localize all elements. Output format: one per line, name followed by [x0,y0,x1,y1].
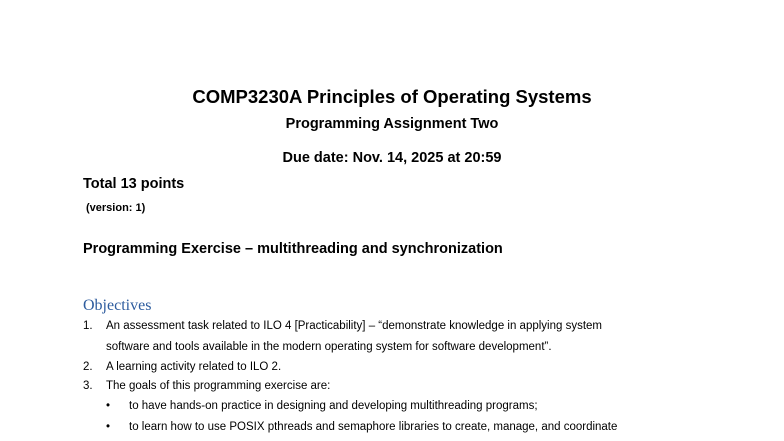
bullet-item: to learn how to use POSIX pthreads and semaphore libraries to create, manage, and coordinate [129,421,618,433]
section-title: Programming Exercise – multithreading and synchronization [83,241,503,257]
document-title: COMP3230A Principles of Operating Systems [192,86,592,107]
document-subtitle: Programming Assignment Two [285,116,499,132]
bullet-item: to have hands-on practice in designing and developing multithreading programs; [129,400,538,412]
list-item-text: An assessment task related to ILO 4 [Practicability] – “demonstrate knowledge in applying system [106,320,603,332]
list-item-number: 1. [83,320,93,332]
version-label: (version: 1) [86,202,146,214]
total-points: Total 13 points [83,176,185,192]
list-item-number: 2. [83,361,93,373]
due-date: Due date: Nov. 14, 2025 at 20:59 [282,150,502,166]
bullet-icon: • [106,400,111,412]
list-item-text-continued: software and tools available in the modern operating system for software development”. [106,341,552,353]
list-item-text: A learning activity related to ILO 2. [106,361,282,373]
list-item-number: 3. [83,380,93,392]
list-item-text: The goals of this programming exercise are: [106,380,331,392]
objectives-heading: Objectives [83,297,152,314]
bullet-icon: • [106,421,111,433]
